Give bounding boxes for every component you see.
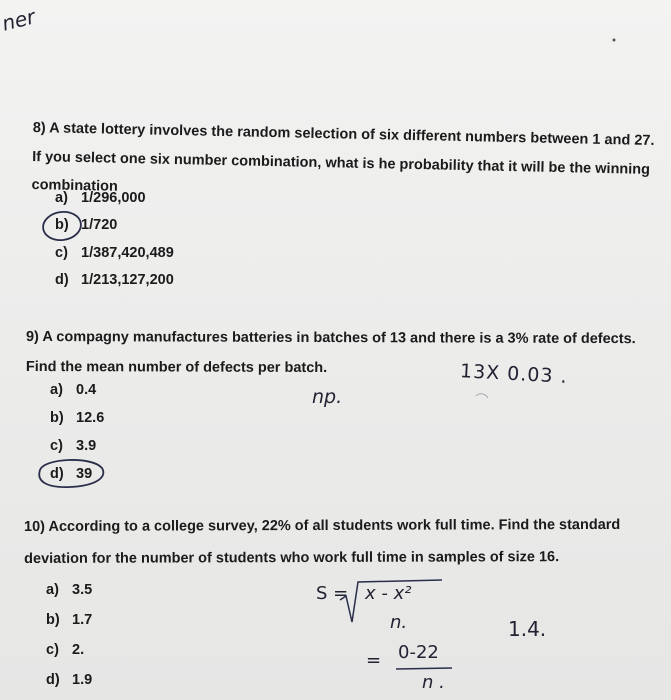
option-value: 1/720 — [81, 217, 118, 233]
question-10-line-2: deviation for the number of students who work full time in samples of size 16. — [24, 549, 560, 567]
option-value: 1.9 — [72, 672, 93, 688]
option-value: 0.4 — [76, 382, 97, 398]
option-label: d) — [55, 272, 69, 288]
option-label: a) — [50, 382, 63, 398]
handwritten-calc-13x003: 13X 0.03 . — [459, 360, 569, 388]
dot-mark-top — [613, 39, 616, 42]
sqrt-sign — [340, 580, 442, 622]
fraction-bar — [396, 668, 452, 669]
option-value: 3.9 — [76, 438, 97, 454]
option-value: 1.7 — [72, 612, 93, 628]
handwritten-np: np. — [312, 386, 343, 408]
option-value: 39 — [76, 466, 93, 482]
handwritten-fraction-numerator: 0-22 — [398, 642, 439, 663]
option-label: a) — [46, 582, 59, 598]
option-label: c) — [50, 438, 63, 454]
handwritten-equals: = — [366, 650, 382, 671]
option-label: c) — [55, 245, 68, 261]
handwritten-sqrt-denominator: n. — [390, 612, 408, 633]
handwritten-result: 1.4. — [508, 617, 547, 641]
answer-circle-9d — [39, 460, 103, 487]
option-label: a) — [55, 190, 68, 206]
option-label: b) — [55, 217, 69, 233]
handwritten-scribble-top: ner — [0, 4, 38, 36]
handwritten-fraction-denominator: n . — [422, 672, 445, 693]
question-10-line-1: 10) According to a college survey, 22% of all students work full time. Find the standard — [24, 516, 621, 535]
option-label: d) — [46, 672, 60, 688]
option-value: 1/387,420,489 — [81, 245, 174, 261]
option-value: 1/213,127,200 — [81, 272, 174, 288]
option-value: 2. — [72, 642, 85, 658]
option-label: b) — [50, 410, 64, 426]
question-8-line-1: 8) A state lottery involves the random selection of six different numbers between 1 and 27. — [32, 119, 655, 150]
option-value: 1/296,000 — [81, 190, 146, 206]
question-9-line-2: Find the mean number of defects per batch. — [25, 358, 328, 377]
question-8-line-3: combination — [31, 176, 118, 195]
option-value: 12.6 — [76, 410, 105, 426]
option-label: c) — [46, 642, 59, 658]
option-label: d) — [50, 466, 64, 482]
faint-scribble-q9 — [476, 394, 488, 398]
question-8-line-2: If you select one six number combination, what is he probability that it will be the winning — [32, 148, 651, 178]
option-value: 3.5 — [72, 582, 93, 598]
handwritten-sqrt-numerator: x - x² — [365, 583, 412, 604]
handwritten-s-equals: S = — [316, 583, 349, 604]
question-9-line-1: 9) A compagny manufactures batteries in batches of 13 and there is a 3% rate of defects. — [25, 329, 636, 348]
option-label: b) — [46, 612, 60, 628]
answer-circle-8b — [41, 209, 83, 242]
